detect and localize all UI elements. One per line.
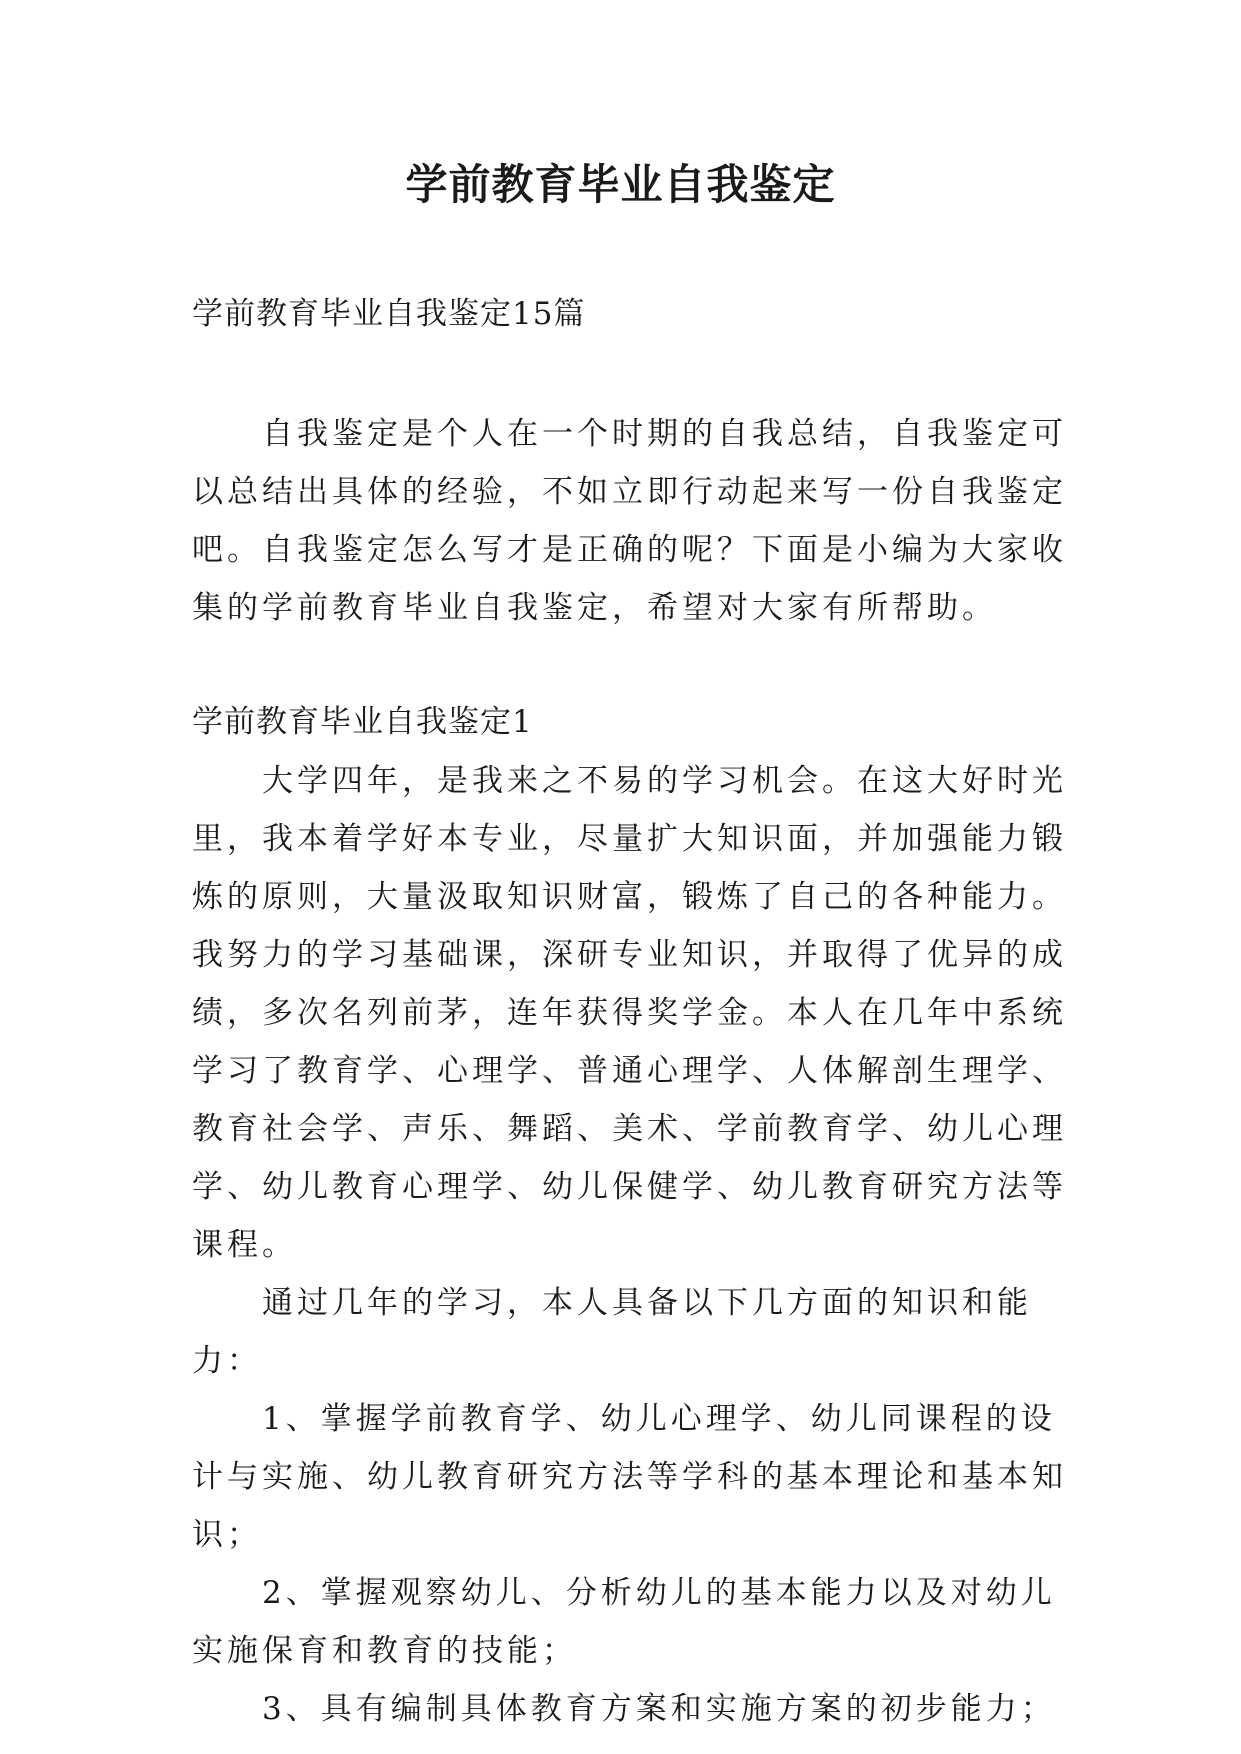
- document-title: 学前教育毕业自我鉴定: [405, 160, 836, 209]
- document-subtitle: 学前教育毕业自我鉴定15篇: [192, 296, 586, 332]
- section-paragraph: 2、掌握观察幼儿、分析幼儿的基本能力以及对幼儿实施保育和教育的技能；: [192, 1575, 1056, 1669]
- intro-paragraph: 自我鉴定是个人在一个时期的自我总结，自我鉴定可以总结出具体的经验，不如立即行动起来写一份自我鉴定吧。自我鉴定怎么写才是正确的呢？下面是小编为大家收集的学前教育毕业自我鉴定，希望对大家有所帮助。: [192, 416, 1067, 626]
- section-paragraph: 通过几年的学习，本人具备以下几方面的知识和能力：: [192, 1285, 1032, 1379]
- section-paragraph: 3、具有编制具体教育方案和实施方案的初步能力；: [192, 1691, 1056, 1727]
- section-heading: 学前教育毕业自我鉴定1: [192, 704, 533, 740]
- section-paragraph: 大学四年，是我来之不易的学习机会。在这大好时光里，我本着学好本专业，尽量扩大知识面，并加强能力锻炼的原则，大量汲取知识财富，锻炼了自己的各种能力。我努力的学习基础课，深研专业知识，并取得了优异的成绩，多次名列前茅，连年获得奖学金。本人在几年中系统学习了教育学、心理学、普通心理学、人体解剖生理学、教育社会学、声乐、舞蹈、美术、学前教育学、幼儿心理学、幼儿教育心理学、幼儿保健学、幼儿教育研究方法等课程。: [192, 763, 1067, 1263]
- section-body: [192, 752, 1072, 1738]
- section-paragraph: 1、掌握学前教育学、幼儿心理学、幼儿同课程的设计与实施、幼儿教育研究方法等学科的基本理论和基本知识；: [192, 1401, 1067, 1553]
